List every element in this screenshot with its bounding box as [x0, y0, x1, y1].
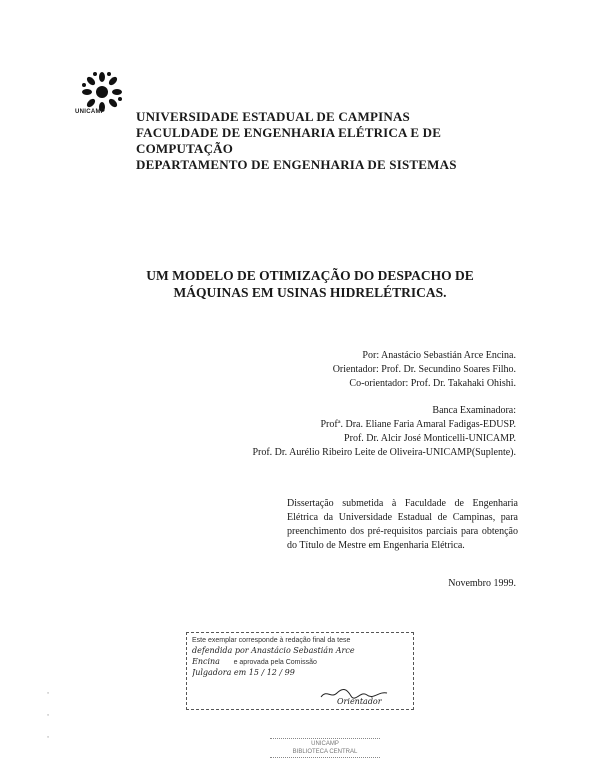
department-name: DEPARTAMENTO DE ENGENHARIA DE SISTEMAS — [136, 157, 457, 172]
margin-mark: ◦ — [46, 690, 50, 697]
margin-mark: ◦ — [46, 712, 50, 719]
library-stamp — [270, 737, 380, 759]
thesis-title — [60, 267, 560, 301]
authors-block — [333, 349, 516, 391]
stamp-line: e aprovada pela Comissão — [233, 659, 317, 666]
library-line: UNICAMP — [311, 741, 339, 747]
stamp-line: Julgadora em 15 / 12 / 99 — [192, 668, 295, 677]
institution-header — [136, 109, 457, 173]
stamp-line: Este exemplar corresponde à redação final da tese — [192, 637, 351, 644]
university-name: UNIVERSIDADE ESTADUAL DE CAMPINAS — [136, 109, 410, 124]
dissertation-statement: Dissertação submetida à Faculdade de Engenharia Elétrica da Universidade Estadual de Campinas, para preenchimento dos pré-requisitos parciais para obtenção do Título de Mestre em Engenharia Elétrica. — [287, 498, 518, 551]
author: Por: Anastácio Sebastián Arce Encina. — [362, 350, 516, 361]
advisor: Orientador: Prof. Dr. Secundino Soares Filho. — [332, 364, 516, 375]
stamp-line: Encina — [192, 657, 220, 666]
unicamp-seal-icon — [80, 70, 124, 114]
logo-text: UNICAMP — [75, 109, 106, 115]
committee-member: Profª. Dra. Eliane Faria Amaral Fadigas-EDUSP. — [320, 419, 516, 430]
library-line: BIBLIOTECA CENTRAL — [292, 749, 358, 755]
stamp-line: Orientador — [337, 697, 382, 706]
title-line2: MÁQUINAS EM USINAS HIDRELÉTRICAS. — [173, 285, 447, 300]
committee-member: Prof. Dr. Aurélio Ribeiro Leite de Oliveira-UNICAMP(Suplente). — [252, 447, 516, 458]
faculty-name-line1: FACULDADE DE ENGENHARIA ELÉTRICA E DE — [136, 125, 442, 140]
coadvisor: Co-orientador: Prof. Dr. Takahaki Ohishi. — [349, 378, 516, 389]
title-line1: UM MODELO DE OTIMIZAÇÃO DO DESPACHO DE — [146, 268, 474, 283]
approval-stamp — [186, 632, 414, 710]
committee-heading: Banca Examinadora: — [432, 405, 516, 416]
margin-mark: ◦ — [46, 734, 50, 741]
stamp-line: defendida por Anastácio Sebastián Arce — [192, 646, 355, 655]
date: Novembro 1999. — [448, 578, 516, 589]
committee-member: Prof. Dr. Alcir José Monticelli-UNICAMP. — [344, 433, 516, 444]
committee-block — [252, 404, 516, 460]
faculty-name-line2: COMPUTAÇÃO — [136, 141, 234, 156]
